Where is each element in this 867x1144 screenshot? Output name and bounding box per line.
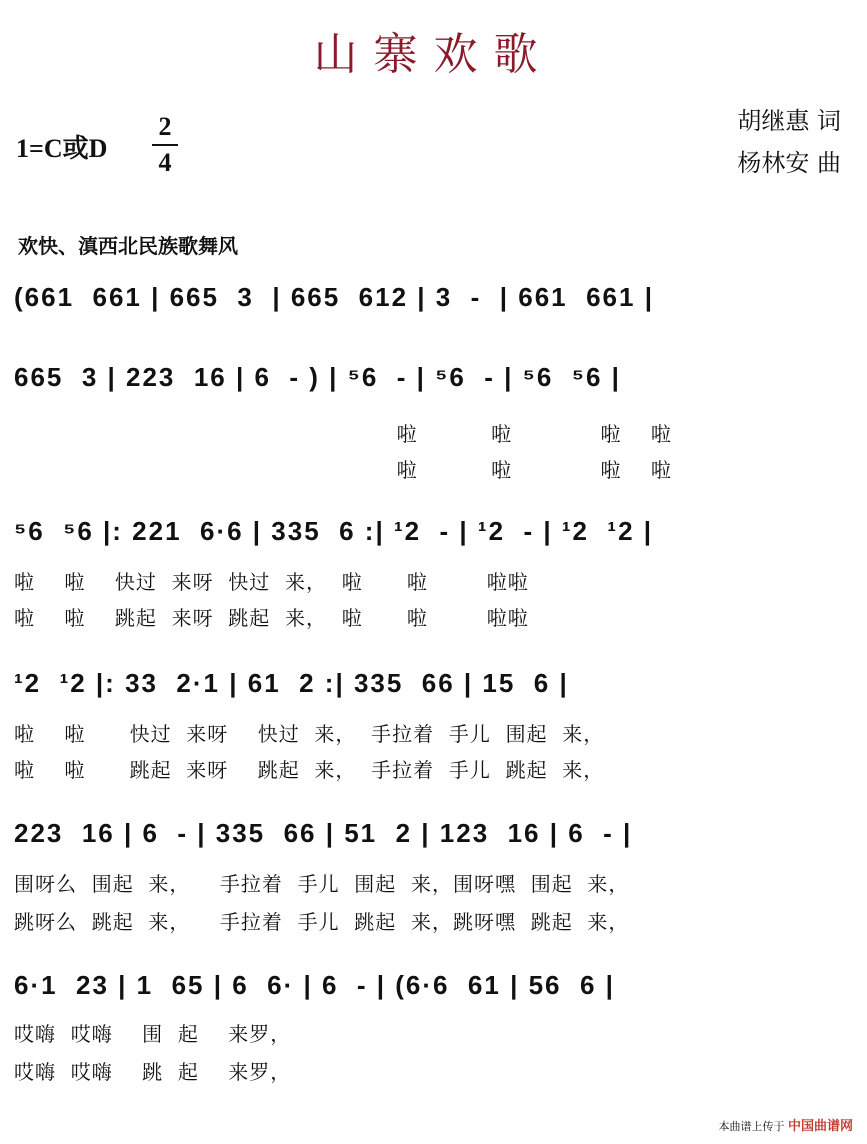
site-brand[interactable]: 中国曲谱网 [787, 1119, 853, 1134]
tempo-marking: 欢快、滇西北民族歌舞风 [18, 234, 238, 258]
song-title: 山寨欢歌 [313, 29, 554, 80]
lyric-line-4b: 啦 啦 跳起 来呀 跳起 来， 手拉着 手儿 跳起 来， [14, 758, 605, 782]
notation-system-5 [14, 818, 844, 864]
lyric-line-6b: 哎嗨 哎嗨 跳 起 来罗， [14, 1060, 292, 1084]
notes-line: 665 3 | 223 16 | 6 - ) | ⁵6 - | ⁵6 - | ⁵6 ⁵6 | [14, 362, 621, 392]
notation-system-3 [14, 516, 844, 562]
lyric-line-3b: 啦 啦 跳起 来呀 跳起 来， 啦 啦 啦啦 [14, 606, 529, 630]
time-signature [152, 112, 178, 178]
lyric-line-6a: 哎嗨 哎嗨 围 起 来罗， [14, 1022, 292, 1046]
lyric-line-2a: 啦 啦 啦 啦 [14, 422, 672, 446]
notes-line: 6·1 23 | 1 65 | 6 6· | 6 - | (6·6 61 | 56 6 | [14, 970, 615, 1000]
notation-system-1 [14, 282, 844, 328]
lyric-line-5a: 围呀么 围起 来， 手拉着 手儿 围起 来，围呀嘿 围起 来， [14, 872, 630, 896]
notes-line: 223 16 | 6 - | 335 66 | 51 2 | 123 16 | 6 - | [14, 818, 633, 848]
lyricist-credit: 胡继惠 词 [737, 107, 841, 135]
lyric-line-4a: 啦 啦 快过 来呀 快过 来， 手拉着 手儿 围起 来， [14, 722, 605, 746]
notation-system-2 [14, 362, 844, 408]
notes-line: ¹2 ¹2 |: 33 2·1 | 61 2 :| 335 66 | 15 6 | [14, 668, 569, 698]
lyric-line-3a: 啦 啦 快过 来呀 快过 来， 啦 啦 啦啦 [14, 570, 529, 594]
composer-credit: 杨林安 曲 [737, 149, 841, 177]
notes-line: (661 661 | 665 3 | 665 612 | 3 - | 661 661 | [14, 282, 654, 312]
notation-system-4 [14, 668, 844, 714]
lyric-line-5b: 跳呀么 跳起 来， 手拉着 手儿 跳起 来，跳呀嘿 跳起 来， [14, 910, 630, 934]
credits [737, 100, 841, 184]
notes-line: ⁵6 ⁵6 |: 221 6·6 | 335 6 :| ¹2 - | ¹2 - | ¹2 ¹2 | [14, 516, 654, 546]
time-signature-denominator: 4 [158, 148, 172, 177]
time-signature-bar [152, 144, 178, 146]
notation-system-6 [14, 970, 844, 1016]
upload-note: 本曲谱上传于 [718, 1120, 785, 1133]
footer [718, 1115, 853, 1134]
lyric-line-2b: 啦 啦 啦 啦 [14, 458, 672, 482]
time-signature-numerator: 2 [158, 112, 172, 141]
key-signature: 1=C或D [16, 134, 108, 163]
